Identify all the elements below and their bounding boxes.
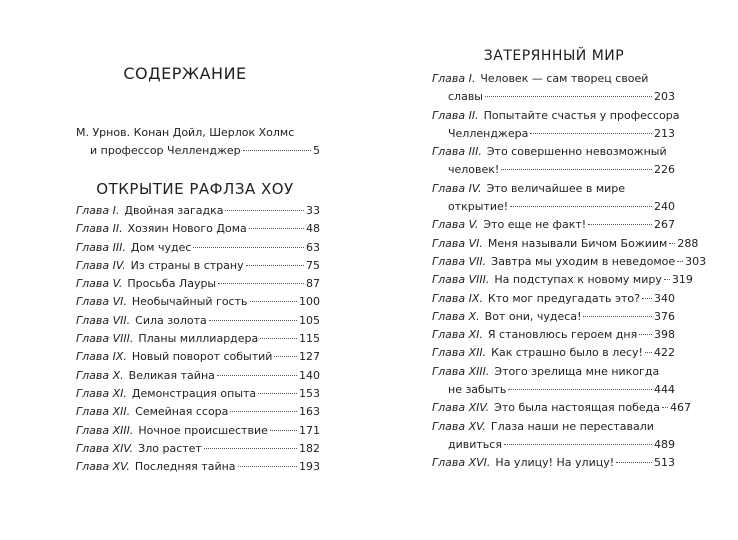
toc-entry[interactable] xyxy=(432,308,675,326)
toc-entry-line xyxy=(432,198,675,216)
right-chapter-list xyxy=(432,70,707,473)
chapter-prefix: Глава IX. xyxy=(432,291,483,305)
dot-leader xyxy=(225,210,304,211)
chapter-prefix: Глава XV. xyxy=(432,419,486,433)
chapter-title: человек! xyxy=(448,163,500,177)
chapter-title: На улицу! На улицу! xyxy=(495,456,615,470)
dot-leader xyxy=(583,316,652,317)
page-number: 140 xyxy=(299,368,320,382)
page-number: 288 xyxy=(677,236,699,250)
toc-entry[interactable] xyxy=(76,440,320,458)
chapter-title: Двойная загадка xyxy=(124,204,224,217)
toc-entry-line xyxy=(432,454,675,472)
page-number: 115 xyxy=(299,332,320,346)
dot-leader xyxy=(508,389,652,390)
dot-leader xyxy=(238,466,297,467)
toc-entry-line xyxy=(432,216,675,234)
page-number: 213 xyxy=(654,126,675,140)
chapter-title: славы xyxy=(448,90,483,104)
toc-entry[interactable] xyxy=(76,330,320,348)
dot-leader xyxy=(217,375,297,376)
chapter-prefix: Глава V. xyxy=(432,218,479,232)
toc-entry[interactable] xyxy=(76,348,320,366)
toc-entry-line xyxy=(432,399,691,417)
chapter-prefix: Глава XI. xyxy=(76,386,127,400)
chapter-prefix: Глава VII. xyxy=(432,254,487,268)
chapter-prefix: Глава III. xyxy=(432,145,482,159)
chapter-title: Вот они, чудеса! xyxy=(484,309,582,323)
chapter-title: открытие! xyxy=(448,200,509,214)
dot-leader xyxy=(677,261,683,262)
toc-entry-line xyxy=(432,143,675,161)
toc-entry-line xyxy=(432,344,675,362)
chapter-prefix: Глава II. xyxy=(432,108,479,122)
toc-entry[interactable] xyxy=(432,180,675,217)
chapter-title: Этого зрелища мне никогда xyxy=(494,364,660,378)
chapter-title: Кто мог предугадать это? xyxy=(487,291,640,305)
chapter-title: Великая тайна xyxy=(128,368,215,382)
chapter-title: Необычайный гость xyxy=(131,295,248,309)
toc-entry[interactable] xyxy=(76,367,320,385)
chapter-title: Это величайшее в мире xyxy=(486,181,626,195)
chapter-prefix: Глава VII. xyxy=(76,313,131,327)
page-number: 153 xyxy=(299,386,320,400)
page-number: 240 xyxy=(654,200,675,214)
toc-title: СОДЕРЖАНИЕ xyxy=(123,64,247,83)
page-number: 203 xyxy=(654,90,675,104)
chapter-prefix: Глава I. xyxy=(432,72,476,85)
dot-leader xyxy=(504,444,652,445)
dot-leader xyxy=(588,224,652,225)
dot-leader xyxy=(258,393,297,394)
toc-entry[interactable] xyxy=(76,293,320,311)
dot-leader xyxy=(193,247,304,248)
dot-leader xyxy=(243,150,311,151)
dot-leader xyxy=(260,338,297,339)
dot-leader xyxy=(662,407,668,408)
chapter-title: Демонстрация опыта xyxy=(131,386,257,400)
preface-line2-row xyxy=(76,142,320,160)
chapter-prefix: Глава XII. xyxy=(76,405,131,419)
toc-entry-line xyxy=(76,440,320,458)
toc-entry[interactable] xyxy=(76,422,320,440)
dot-leader xyxy=(645,352,652,353)
page-number: 182 xyxy=(299,441,320,455)
chapter-prefix: Глава IV. xyxy=(76,258,126,272)
chapter-title: Хозяин Нового Дома xyxy=(127,222,247,236)
toc-entry[interactable] xyxy=(432,107,680,144)
toc-entry-line xyxy=(432,161,675,179)
page-number: 226 xyxy=(654,163,675,177)
right-page xyxy=(369,0,738,540)
page-number: 398 xyxy=(654,328,675,342)
chapter-prefix: Глава IV. xyxy=(432,181,482,195)
chapter-prefix: Глава XIII. xyxy=(76,423,134,437)
toc-entry-line xyxy=(76,257,320,275)
toc-entry[interactable] xyxy=(432,235,699,253)
preface-page-number: 5 xyxy=(313,144,320,157)
toc-entry-line xyxy=(432,253,707,271)
chapter-prefix: Глава XI. xyxy=(432,328,483,342)
left-chapter-list xyxy=(76,202,320,476)
page-number: 489 xyxy=(654,437,675,451)
dot-leader xyxy=(664,279,670,280)
preface-line1: М. Урнов. Конан Дойл, Шерлок Холмс xyxy=(76,126,295,139)
toc-entry[interactable] xyxy=(432,344,675,362)
chapter-prefix: Глава XV. xyxy=(76,460,130,474)
toc-entry-line xyxy=(432,290,675,308)
chapter-title: Дом чудес xyxy=(130,240,192,254)
toc-entry-line xyxy=(432,70,675,88)
toc-entry-line xyxy=(432,418,675,436)
toc-entry-line xyxy=(432,436,675,454)
toc-entry-line xyxy=(76,367,320,385)
page-number: 376 xyxy=(654,309,675,323)
toc-entry[interactable] xyxy=(432,253,707,271)
page-number: 100 xyxy=(299,295,320,309)
chapter-title: Это совершенно невозможный xyxy=(486,145,667,159)
toc-entry-line xyxy=(432,381,675,399)
chapter-title: Я становлюсь героем дня xyxy=(487,328,638,342)
chapter-title: Из страны в страну xyxy=(130,258,244,272)
toc-entry-line xyxy=(76,385,320,403)
chapter-title: дивиться xyxy=(448,437,502,451)
chapter-title: Сила золота xyxy=(135,313,207,327)
toc-entry-line xyxy=(76,220,320,238)
chapter-title: На подступах к новому миру xyxy=(494,273,662,287)
chapter-prefix: Глава VIII. xyxy=(432,273,490,287)
dot-leader xyxy=(669,243,675,244)
chapter-prefix: Глава X. xyxy=(76,368,124,382)
toc-entry[interactable] xyxy=(432,70,675,107)
dot-leader xyxy=(530,133,652,134)
chapter-prefix: Глава V. xyxy=(76,277,123,291)
toc-entry[interactable] xyxy=(432,290,675,308)
chapter-title: Просьба Лауры xyxy=(127,277,217,291)
chapter-title: Глаза наши не переставали xyxy=(490,419,654,433)
chapter-title: Ночное происшествие xyxy=(138,423,268,437)
toc-entry-line xyxy=(76,422,320,440)
page-number: 193 xyxy=(299,460,320,474)
toc-entry-line xyxy=(76,202,320,220)
chapter-title: Человек — сам творец своей xyxy=(480,72,649,85)
dot-leader xyxy=(218,283,304,284)
chapter-prefix: Глава VI. xyxy=(76,295,127,309)
toc-entry-line xyxy=(432,180,675,198)
toc-entry-line xyxy=(432,271,693,289)
chapter-prefix: Глава II. xyxy=(76,222,123,236)
chapter-title: Меня называли Бичом Божиим xyxy=(487,236,668,250)
chapter-title: Попытайте счастья у профессора xyxy=(483,108,680,122)
dot-leader xyxy=(246,265,304,266)
dot-leader xyxy=(230,411,297,412)
toc-entry-line xyxy=(432,308,675,326)
chapter-prefix: Глава IX. xyxy=(76,350,127,364)
chapter-prefix: Глава XIV. xyxy=(432,401,490,415)
toc-entry[interactable] xyxy=(76,275,320,293)
toc-entry[interactable] xyxy=(432,143,675,180)
chapter-title: Семейная ссора xyxy=(135,405,229,419)
toc-entry-line xyxy=(432,326,675,344)
page-number: 127 xyxy=(299,350,320,364)
page-number: 422 xyxy=(654,346,675,360)
dot-leader xyxy=(510,206,652,207)
chapter-title: Завтра мы уходим в неведомое xyxy=(491,254,676,268)
dot-leader xyxy=(270,430,297,431)
preface-entry[interactable] xyxy=(76,124,320,160)
toc-entry[interactable] xyxy=(76,220,320,238)
chapter-prefix: Глава XII. xyxy=(432,346,487,360)
toc-entry-line xyxy=(76,312,320,330)
page-number: 513 xyxy=(654,456,675,470)
toc-entry-line xyxy=(432,107,680,125)
toc-entry[interactable] xyxy=(432,399,691,417)
toc-entry[interactable] xyxy=(76,312,320,330)
toc-entry-line xyxy=(76,275,320,293)
toc-entry-line xyxy=(76,458,320,476)
dot-leader xyxy=(274,356,297,357)
section-title-raffles-haw: ОТКРЫТИЕ РАФЛЗА ХОУ xyxy=(96,180,294,198)
page-number: 267 xyxy=(654,218,675,232)
page-number: 340 xyxy=(654,291,675,305)
page-number: 444 xyxy=(654,383,675,397)
chapter-prefix: Глава XIII. xyxy=(432,364,490,378)
page-number: 63 xyxy=(306,240,320,254)
section-title-lost-world: ЗАТЕРЯННЫЙ МИР xyxy=(483,48,625,64)
preface-line2: и профессор Челленджер xyxy=(90,144,241,157)
chapter-prefix: Глава XVI. xyxy=(432,456,491,470)
page-number: 33 xyxy=(306,204,320,217)
chapter-title: Новый поворот событий xyxy=(131,350,273,364)
page-number: 303 xyxy=(685,254,707,268)
page-number: 105 xyxy=(299,313,320,327)
chapter-title: Как страшно было в лесу! xyxy=(491,346,643,360)
chapter-prefix: Глава X. xyxy=(432,309,480,323)
toc-entry[interactable] xyxy=(432,271,693,289)
dot-leader xyxy=(250,301,298,302)
chapter-prefix: Глава VI. xyxy=(432,236,483,250)
page-number: 467 xyxy=(670,401,691,415)
page-number: 75 xyxy=(306,258,320,272)
toc-entry[interactable] xyxy=(76,403,320,421)
toc-entry-line xyxy=(76,348,320,366)
toc-entry-line xyxy=(76,239,320,257)
toc-entry[interactable] xyxy=(432,454,675,472)
toc-entry[interactable] xyxy=(432,216,675,234)
chapter-prefix: Глава III. xyxy=(76,240,126,254)
chapter-prefix: Глава VIII. xyxy=(76,332,134,346)
toc-entry[interactable] xyxy=(432,418,675,455)
chapter-title: Планы миллиардера xyxy=(138,332,259,346)
chapter-title: Зло растет xyxy=(138,441,202,455)
toc-entry[interactable] xyxy=(76,239,320,257)
toc-entry-line xyxy=(76,403,320,421)
chapter-title: Челленджера xyxy=(448,126,529,140)
chapter-title: Это еще не факт! xyxy=(483,218,587,232)
toc-entry[interactable] xyxy=(76,257,320,275)
dot-leader xyxy=(209,320,297,321)
toc-entry-line xyxy=(76,330,320,348)
dot-leader xyxy=(501,169,652,170)
chapter-prefix: Глава XIV. xyxy=(76,441,134,455)
page-number: 163 xyxy=(299,405,320,419)
dot-leader xyxy=(204,448,297,449)
toc-entry[interactable] xyxy=(432,363,675,400)
toc-entry-line xyxy=(76,293,320,311)
toc-entry[interactable] xyxy=(76,202,320,220)
toc-entry-line xyxy=(432,235,699,253)
dot-leader xyxy=(616,462,652,463)
dot-leader xyxy=(249,228,304,229)
toc-entry[interactable] xyxy=(76,385,320,403)
page-number: 48 xyxy=(306,222,320,236)
dot-leader xyxy=(639,334,652,335)
toc-entry[interactable] xyxy=(432,326,675,344)
page-number: 171 xyxy=(299,423,320,437)
page-number: 87 xyxy=(306,277,320,291)
dot-leader xyxy=(642,298,652,299)
toc-entry[interactable] xyxy=(76,458,320,476)
page-number: 319 xyxy=(671,273,693,287)
toc-entry-line xyxy=(432,363,675,381)
chapter-title: не забыть xyxy=(448,383,507,397)
dot-leader xyxy=(485,96,652,97)
chapter-title: Это была настоящая победа xyxy=(494,401,660,415)
chapter-title: Последняя тайна xyxy=(134,460,236,474)
toc-entry-line xyxy=(432,125,675,143)
toc-entry-line xyxy=(432,88,675,106)
chapter-prefix: Глава I. xyxy=(76,204,120,217)
